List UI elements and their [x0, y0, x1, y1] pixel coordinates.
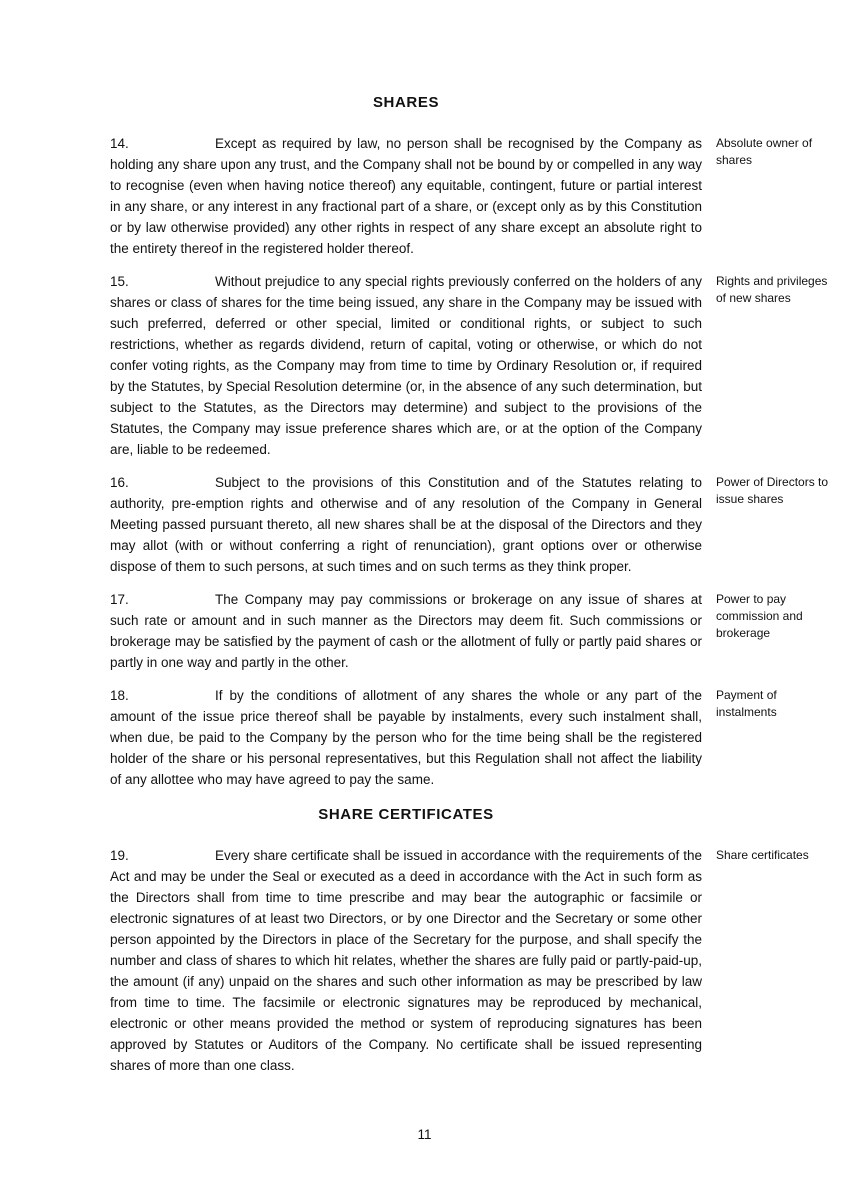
paragraph-19	[110, 845, 702, 1076]
section-heading-shares: SHARES	[372, 94, 440, 111]
paragraph-19-body: Every share certificate shall be issued in accordance with the requirements of the Act and may be under the Seal or executed as a deed in accordance with the Act in such form as the Directors shall from time to time prescribe and may bear the autographic or facsimile or electronic signatures of at least two Directors, or by one Director and the Secretary or some other person appointed by the Directors in place of the Secretary for the purpose, and shall specify the number and class of shares to which hit relates, whether the shares are fully paid or partly-paid-up, the amount (if any) unpaid on the shares and such other information as may be prescribed by law from time to time. The facsimile or electronic signatures may be reproduced by mechanical, electronic or other means provided the method or system of reproducing signatures has been approved by Statutes or Auditors of the Company. No certificate shall be issued representing shares of more than one class.	[110, 848, 702, 1073]
margin-note-power-directors: Power of Directors to issue shares	[716, 475, 829, 506]
paragraph-15-number: 15.	[110, 274, 129, 289]
paragraph-row-19	[110, 845, 849, 1076]
paragraph-16-number: 16.	[110, 475, 129, 490]
paragraph-row-18	[110, 685, 849, 790]
margin-note-commission-brokerage: Power to pay commission and brokerage	[716, 592, 803, 640]
paragraph-row-16	[110, 472, 849, 577]
paragraph-row-14	[110, 133, 849, 259]
section-heading-share-certificates: SHARE CERTIFICATES	[318, 806, 494, 823]
paragraph-17	[110, 589, 702, 673]
paragraph-14	[110, 133, 702, 259]
paragraph-14-body: Except as required by law, no person shall be recognised by the Company as holding any share upon any trust, and the Company shall not be bound by or compelled in any way to recognise (even when having notice thereof) any equitable, contingent, future or partial interest in any share, or any interest in any fractional part of a share, or (except only as by this Constitution or by law otherwise provided) any other rights in respect of any share except an absolute right to the entirety thereof in the registered holder thereof.	[110, 136, 702, 256]
paragraph-15-body: Without prejudice to any special rights previously conferred on the holders of any shares or class of shares for the time being issued, any share in the Company may be issued with such preferred, deferred or other special, limited or conditional rights, or subject to such restrictions, whether as regards dividend, return of capital, voting or otherwise, or which do not confer voting rights, as the Company may from time to time by Ordinary Resolution or, if required by the Statutes, by Special Resolution determine (or, in the absence of any such determination, but subject to the Statutes, as the Directors may determine) and subject to the provisions of the Statutes, the Company may issue preference shares which are, or at the option of the Company are, liable to be redeemed.	[110, 274, 702, 457]
page-number: 11	[417, 1127, 432, 1142]
margin-note-absolute-owner: Absolute owner of shares	[716, 136, 813, 167]
paragraph-18	[110, 685, 702, 790]
paragraph-17-body: The Company may pay commissions or brokerage on any issue of shares at such rate or amount and in such manner as the Directors may deem fit. Such commissions or brokerage may be satisfied by the payment of cash or the allotment of fully or partly paid shares or partly in one way and partly in the other.	[110, 592, 702, 670]
paragraph-row-17	[110, 589, 849, 673]
paragraph-16-body: Subject to the provisions of this Constitution and of the Statutes relating to authority, pre-emption rights and otherwise and of any resolution of the Company in General Meeting passed pursuant thereto, all new shares shall be at the disposal of the Directors and they may allot (with or without conferring a right of renunciation), grant options over or otherwise dispose of them to such persons, at such times and on such terms as they think proper.	[110, 475, 702, 574]
paragraph-15	[110, 271, 702, 460]
paragraph-17-number: 17.	[110, 592, 129, 607]
paragraph-19-number: 19.	[110, 848, 129, 863]
paragraph-row-15	[110, 271, 849, 460]
paragraph-14-number: 14.	[110, 136, 129, 151]
paragraph-18-number: 18.	[110, 688, 129, 703]
margin-note-share-certificates: Share certificates	[716, 848, 809, 862]
margin-note-rights-privileges: Rights and privileges of new shares	[716, 274, 828, 305]
paragraph-16	[110, 472, 702, 577]
paragraph-18-body: If by the conditions of allotment of any shares the whole or any part of the amount of the issue price thereof shall be payable by instalments, every such instalment shall, when due, be paid to the Company by the person who for the time being shall be the registered holder of the share or his personal representatives, but this Regulation shall not affect the liability of any allottee who may have agreed to pay the same.	[110, 688, 702, 787]
margin-note-payment-instalments: Payment of instalments	[716, 688, 777, 719]
